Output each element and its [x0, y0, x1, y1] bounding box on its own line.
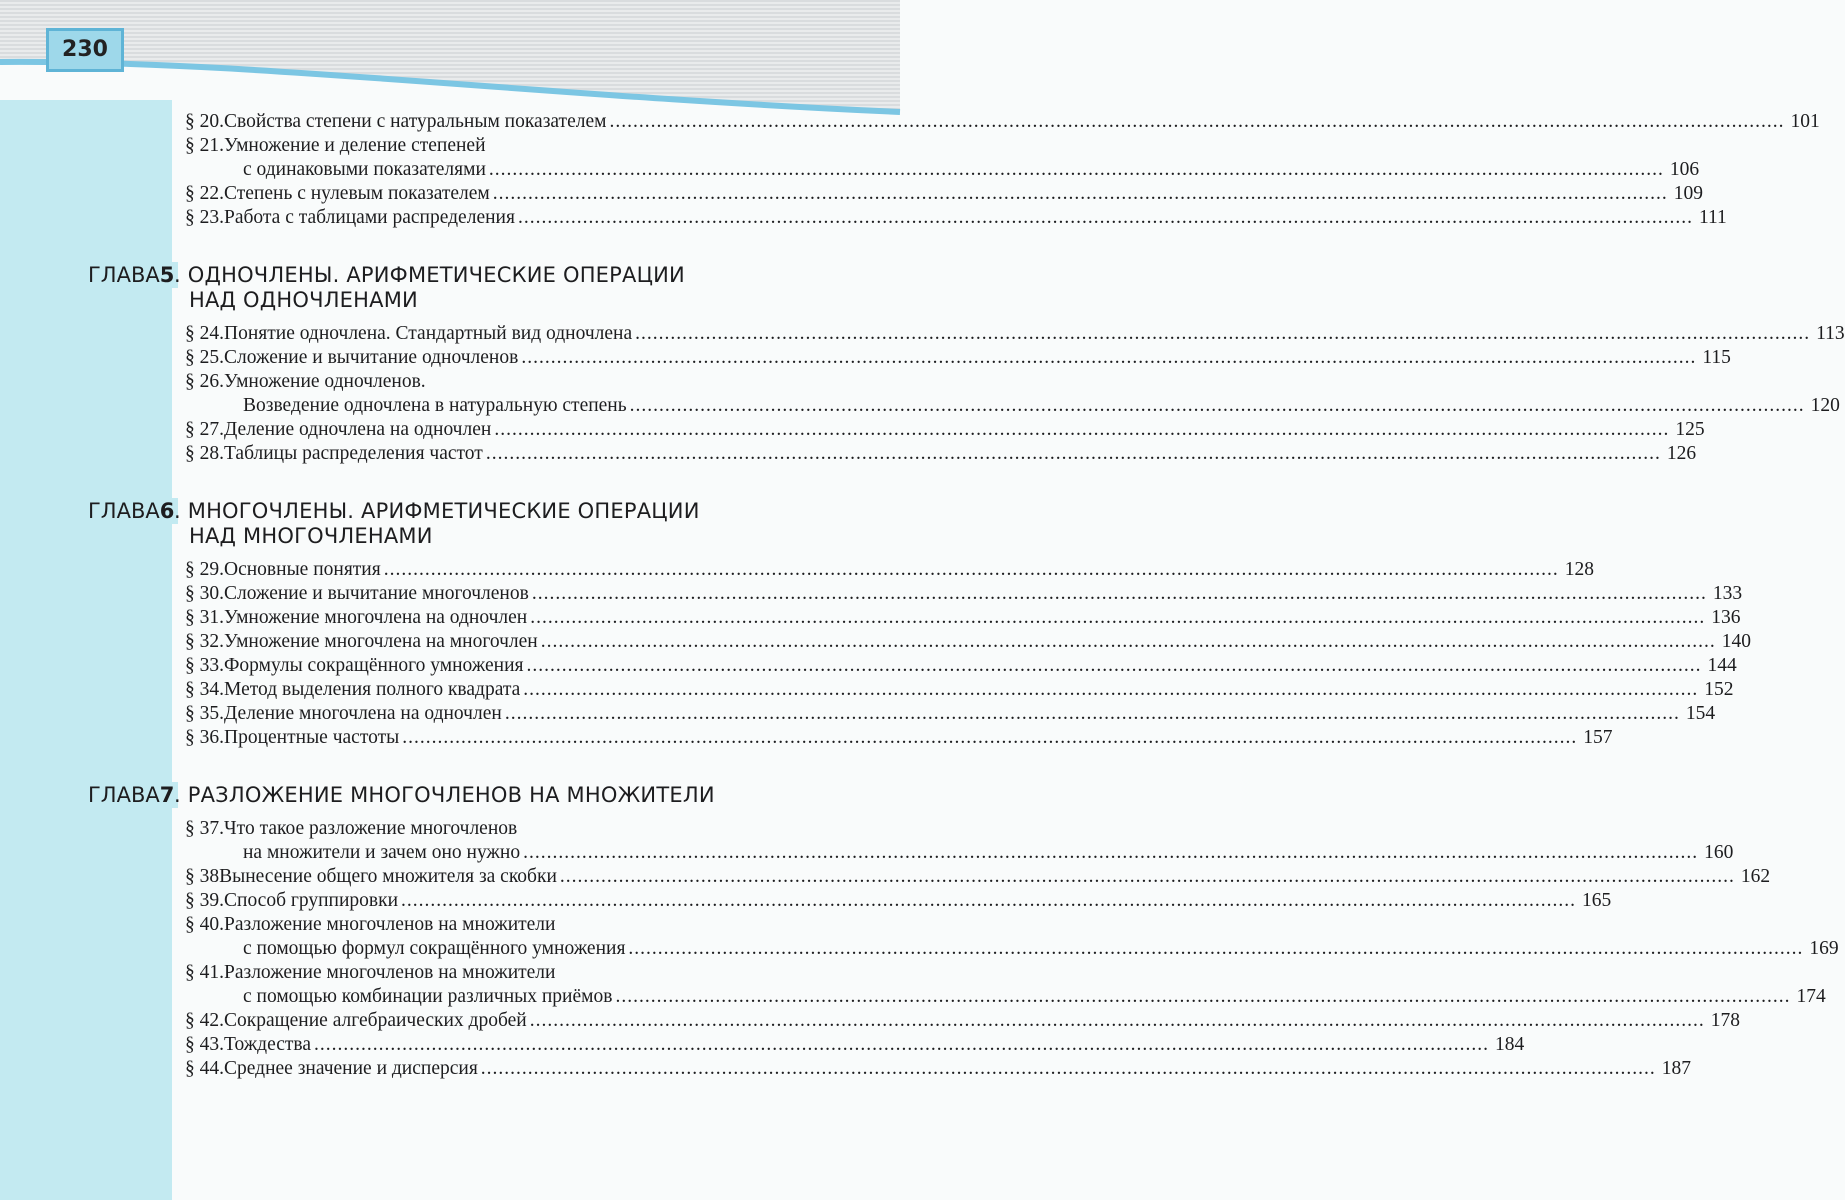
toc-entry	[185, 913, 842, 937]
toc-entry	[185, 558, 1594, 582]
chapter-word: ГЛАВА	[88, 499, 160, 523]
section-number: § 24.	[185, 323, 224, 344]
section-number: § 39.	[185, 890, 224, 911]
section-number: § 29.	[185, 559, 224, 580]
dot-leader: ........................................................................................................................................................................................................	[488, 159, 1664, 180]
toc-entry	[185, 702, 1716, 726]
chapter-title-line: . ОДНОЧЛЕНЫ. АРИФМЕТИЧЕСКИЕ ОПЕРАЦИИ	[174, 263, 685, 287]
page-ref: 187	[1661, 1058, 1692, 1079]
section-number: § 42.	[185, 1010, 224, 1031]
dot-leader: ........................................................................................................................................................................................................	[401, 890, 1577, 911]
section-title: Среднее значение и дисперсия	[224, 1058, 478, 1079]
section-title: с помощью комбинации различных приёмов	[243, 986, 613, 1007]
chapter-word: ГЛАВА	[88, 783, 160, 807]
page-ref: 165	[1582, 890, 1612, 911]
section-title: Деление многочлена на одночлен	[224, 703, 502, 724]
toc-entry	[185, 817, 842, 841]
toc-entry	[185, 889, 1612, 913]
page-ref: 169	[1809, 938, 1839, 959]
toc-entry-continuation	[243, 394, 1840, 418]
section-number: § 27.	[185, 419, 224, 440]
toc-entry	[185, 370, 842, 394]
chapter-title-line: . МНОГОЧЛЕНЫ. АРИФМЕТИЧЕСКИЕ ОПЕРАЦИИ	[174, 499, 700, 523]
toc-entry	[185, 322, 1845, 346]
toc-entry	[185, 1009, 1740, 1033]
section-number: § 33.	[185, 655, 224, 676]
toc-entry	[185, 961, 842, 985]
dot-leader: ........................................................................................................................................................................................................	[504, 703, 1680, 724]
chapter-title-line: НАД ОДНОЧЛЕНАМИ	[189, 288, 418, 312]
section-title: на множители и зачем оно нужно	[243, 842, 521, 863]
dot-leader: ........................................................................................................................................................................................................	[402, 727, 1578, 748]
section-title: Формулы сокращённого умножения	[224, 655, 524, 676]
page-ref: 111	[1698, 207, 1727, 228]
dot-leader: ........................................................................................................................................................................................................	[540, 631, 1716, 652]
page-number: 230	[46, 28, 124, 72]
page-ref: 109	[1673, 183, 1704, 204]
section-title: Сокращение алгебраических дробей	[224, 1010, 527, 1031]
page-ref: 101	[1790, 111, 1820, 132]
chapter-number: 6	[159, 499, 175, 523]
page-ref: 120	[1810, 395, 1840, 416]
toc-entry	[185, 346, 1731, 370]
dot-leader: ........................................................................................................................................................................................................	[523, 679, 1699, 700]
section-title: Понятие одночлена. Стандартный вид одночлена	[224, 323, 633, 344]
dot-leader: ........................................................................................................................................................................................................	[559, 866, 1735, 887]
toc-entry	[185, 654, 1737, 678]
dot-leader: ........................................................................................................................................................................................................	[521, 347, 1697, 368]
section-title: Сложение и вычитание одночленов	[224, 347, 519, 368]
chapter-label	[80, 782, 178, 808]
section-number: § 25.	[185, 347, 224, 368]
section-title: Возведение одночлена в натуральную степень	[243, 395, 627, 416]
section-number: § 41.	[185, 962, 224, 983]
dot-leader: ........................................................................................................................................................................................................	[485, 443, 1661, 464]
section-title: Основные понятия	[224, 559, 381, 580]
page-ref: 128	[1564, 559, 1594, 580]
section-number: § 26.	[185, 371, 224, 392]
dot-leader: ........................................................................................................................................................................................................	[517, 207, 1693, 228]
page-ref: 174	[1796, 986, 1826, 1007]
section-number: § 21.	[185, 135, 224, 156]
section-title: Вынесение общего множителя за скобки	[219, 866, 557, 887]
toc-entry-continuation	[243, 985, 1826, 1009]
chapter-word: ГЛАВА	[88, 263, 160, 287]
toc-entry	[185, 1057, 1692, 1081]
section-number: § 44.	[185, 1058, 224, 1079]
page-ref: 162	[1740, 866, 1771, 887]
section-number: § 43.	[185, 1034, 224, 1055]
page-ref: 106	[1669, 159, 1700, 180]
section-number: § 36.	[185, 727, 224, 748]
section-title: Способ группировки	[224, 890, 399, 911]
section-number: § 28.	[185, 443, 224, 464]
section-title: Деление одночлена на одночлен	[224, 419, 492, 440]
section-title: с одинаковыми показателями	[243, 159, 486, 180]
section-number: § 20.	[185, 111, 224, 132]
toc-entry	[185, 442, 1697, 466]
section-title: Разложение многочленов на множители	[224, 914, 556, 935]
page-ref: 184	[1495, 1034, 1525, 1055]
page-ref: 140	[1721, 631, 1751, 652]
section-number: § 23.	[185, 207, 224, 228]
toc-entry-continuation	[243, 937, 1839, 961]
toc-entry	[185, 134, 842, 158]
chapter-label	[80, 262, 178, 288]
page-ref: 157	[1583, 727, 1613, 748]
toc-entry	[185, 182, 1704, 206]
section-title: Метод выделения полного квадрата	[224, 679, 521, 700]
section-title: Процентные частоты	[224, 727, 400, 748]
dot-leader: ........................................................................................................................................................................................................	[615, 986, 1791, 1007]
page-ref: 125	[1675, 419, 1705, 440]
dot-leader: ........................................................................................................................................................................................................	[629, 395, 1805, 416]
chapter-number: 7	[159, 783, 175, 807]
toc-entry	[185, 206, 1727, 230]
dot-leader: ........................................................................................................................................................................................................	[526, 655, 1702, 676]
page-ref: 152	[1704, 679, 1734, 700]
section-title: Тождества	[224, 1034, 312, 1055]
toc-entry	[185, 606, 1741, 630]
dot-leader: ........................................................................................................................................................................................................	[494, 419, 1670, 440]
dot-leader: ........................................................................................................................................................................................................	[523, 842, 1699, 863]
dot-leader: ........................................................................................................................................................................................................	[529, 1010, 1705, 1031]
toc-entry	[185, 418, 1705, 442]
toc-entry-continuation	[243, 158, 1700, 182]
toc-entry-continuation	[243, 841, 1734, 865]
section-title: Умножение многочлена на одночлен	[224, 607, 528, 628]
section-number: § 37.	[185, 818, 224, 839]
section-number: § 34.	[185, 679, 224, 700]
section-title: Таблицы распределения частот	[224, 443, 483, 464]
page-ref: 126	[1666, 443, 1697, 464]
dot-leader: ........................................................................................................................................................................................................	[628, 938, 1804, 959]
page-ref: 160	[1704, 842, 1734, 863]
page-ref: 133	[1712, 583, 1743, 604]
section-title: Разложение многочленов на множители	[224, 962, 556, 983]
page-ref: 115	[1702, 347, 1731, 368]
dot-leader: ........................................................................................................................................................................................................	[492, 183, 1668, 204]
page-ref: 144	[1707, 655, 1737, 676]
section-number: § 40.	[185, 914, 224, 935]
toc-entry	[185, 726, 1613, 750]
section-number: § 38	[185, 866, 220, 887]
dot-leader: ........................................................................................................................................................................................................	[314, 1034, 1490, 1055]
toc-entry	[185, 865, 1771, 889]
section-title: Степень с нулевым показателем	[224, 183, 490, 204]
chapter-title-line: НАД МНОГОЧЛЕНАМИ	[189, 524, 433, 548]
page-ref: 154	[1685, 703, 1716, 724]
section-title: Умножение одночленов.	[224, 371, 426, 392]
page-ref: 178	[1710, 1010, 1740, 1031]
chapter-number: 5	[159, 263, 175, 287]
section-title: Умножение многочлена на многочлен	[224, 631, 538, 652]
section-title: Работа с таблицами распределения	[224, 207, 515, 228]
section-title: Сложение и вычитание многочленов	[224, 583, 529, 604]
dot-leader: ........................................................................................................................................................................................................	[383, 559, 1559, 580]
page-ref: 113	[1816, 323, 1845, 344]
dot-leader: ........................................................................................................................................................................................................	[635, 323, 1811, 344]
section-title: с помощью формул сокращённого умножения	[243, 938, 626, 959]
dot-leader: ........................................................................................................................................................................................................	[609, 111, 1785, 132]
section-number: § 35.	[185, 703, 224, 724]
section-number: § 31.	[185, 607, 224, 628]
dot-leader: ........................................................................................................................................................................................................	[530, 607, 1706, 628]
toc-entry	[185, 110, 1820, 134]
dot-leader: ........................................................................................................................................................................................................	[480, 1058, 1656, 1079]
section-title: Что такое разложение многочленов	[224, 818, 518, 839]
section-title: Свойства степени с натуральным показателем	[224, 111, 607, 132]
section-number: § 22.	[185, 183, 224, 204]
toc-entry	[185, 630, 1751, 654]
toc-entry	[185, 678, 1734, 702]
chapter-label	[80, 498, 178, 524]
page-ref: 136	[1711, 607, 1741, 628]
section-title: Умножение и деление степеней	[224, 135, 486, 156]
toc-entry	[185, 582, 1743, 606]
chapter-title-line: . РАЗЛОЖЕНИЕ МНОГОЧЛЕНОВ НА МНОЖИТЕЛИ	[174, 783, 715, 807]
dot-leader: ........................................................................................................................................................................................................	[531, 583, 1707, 604]
toc-entry	[185, 1033, 1525, 1057]
section-number: § 30.	[185, 583, 224, 604]
section-number: § 32.	[185, 631, 224, 652]
